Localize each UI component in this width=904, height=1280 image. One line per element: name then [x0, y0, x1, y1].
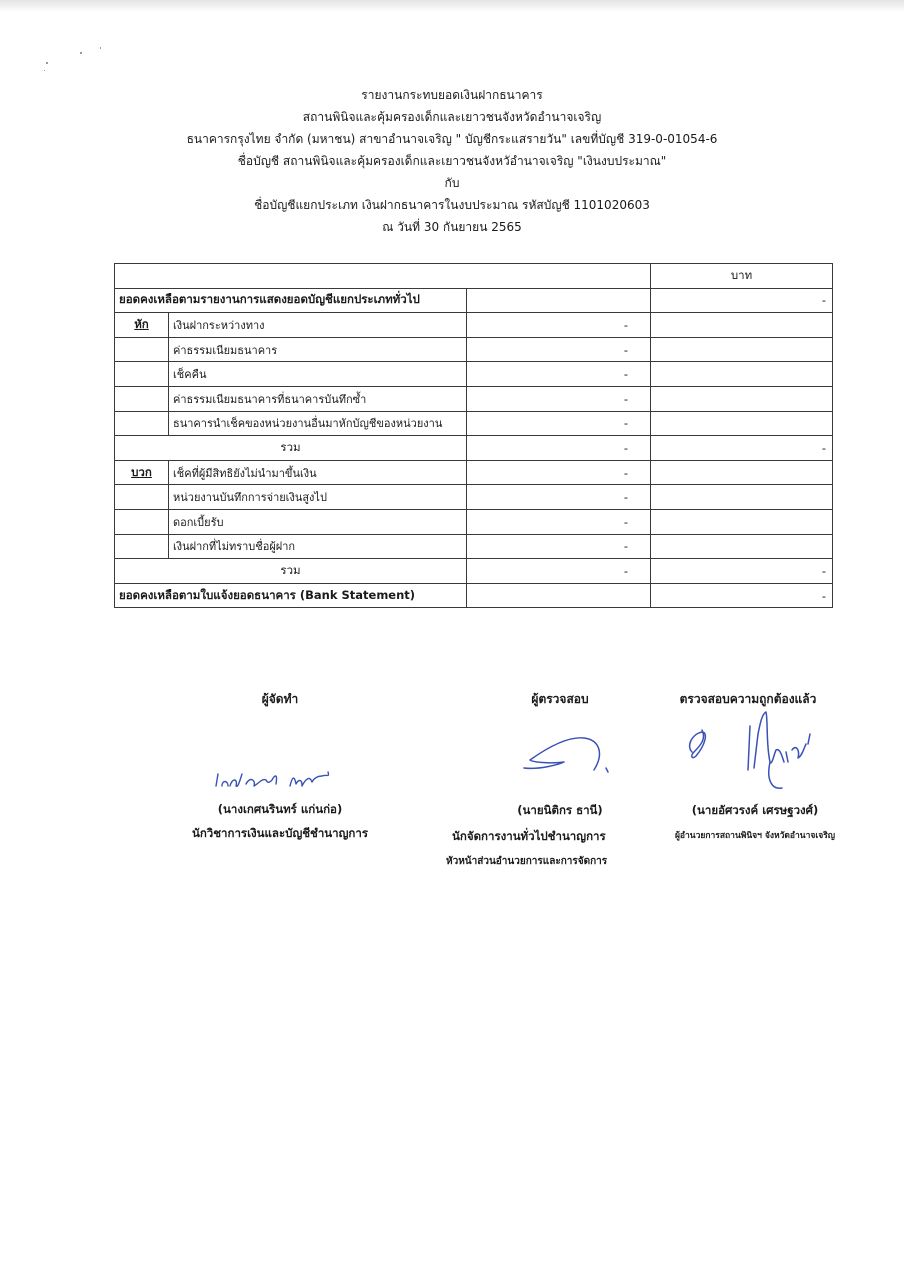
- table-row: [115, 362, 833, 387]
- account-name-line: ชื่อบัญชี สถานพินิจและคุ้มครองเด็กและเยาวชนจังหวัอำนาจเจริญ "เงินงบประมาณ": [237, 154, 667, 168]
- add-total-net: -: [651, 559, 833, 584]
- currency-header: บาท: [651, 264, 833, 289]
- approver-position: ผู้อำนวยการสถานพินิจฯ จังหวัดอำนาจเจริญ: [674, 831, 836, 841]
- opening-balance-label: ยอดคงเหลือตามรายงานการแสดงยอดบัญชีแยกประเภททั่วไป: [115, 288, 467, 313]
- reviewer-signature: [510, 728, 630, 778]
- preparer-name: (นางเกศนรินทร์ แก่นก่อ): [217, 802, 343, 816]
- line-item-label: ค่าธรรมเนียมธนาคาร: [169, 337, 467, 362]
- preparer-role: ผู้จัดทำ: [261, 692, 299, 706]
- preparer-block: [180, 690, 380, 709]
- scan-speck: [80, 52, 82, 54]
- line-item-amount: -: [467, 509, 651, 534]
- ledger-account-line: ชื่อบัญชีแยกประเภท เงินฝากธนาคารในงบประมาณ รหัสบัญชี 1101020603: [254, 198, 650, 212]
- reviewer-role: ผู้ตรวจสอบ: [531, 692, 589, 706]
- preparer-position: นักวิชาการเงินและบัญชีชำนาญการ: [191, 826, 369, 840]
- blank-cell: [651, 509, 833, 534]
- line-item-amount: -: [467, 534, 651, 559]
- closing-balance-row: [115, 583, 833, 608]
- scan-speck: [100, 47, 101, 49]
- blank-cell: [115, 362, 169, 387]
- line-item-label: ดอกเบี้ยรับ: [169, 509, 467, 534]
- with-line: กับ: [444, 176, 460, 190]
- reviewer-position-2: หัวหน้าส่วนอำนวยการและการจัดการ: [446, 856, 608, 867]
- scan-speck: [44, 70, 45, 71]
- add-total-label: รวม: [115, 559, 467, 584]
- table-row: [115, 460, 833, 485]
- deduct-label: หัก: [115, 313, 169, 338]
- line-item-amount: -: [467, 337, 651, 362]
- line-item-amount: -: [467, 362, 651, 387]
- opening-balance-row: [115, 288, 833, 313]
- blank-cell: [115, 509, 169, 534]
- opening-balance-amount: -: [651, 288, 833, 313]
- table-row: [115, 313, 833, 338]
- table-row: [115, 386, 833, 411]
- blank-cell: [651, 485, 833, 510]
- preparer-signature: [210, 758, 350, 798]
- line-item-label: ค่าธรรมเนียมธนาคารที่ธนาคารบันทึกซ้ำ: [169, 386, 467, 411]
- preparer-details: [160, 797, 400, 845]
- blank-cell: [115, 485, 169, 510]
- blank-cell: [115, 411, 169, 436]
- reviewer-name: (นายนิติกร ธานี): [517, 803, 603, 817]
- line-item-label: เงินฝากที่ไม่ทราบชื่อผู้ฝาก: [169, 534, 467, 559]
- line-item-amount: -: [467, 411, 651, 436]
- deduct-total-net: -: [651, 436, 833, 461]
- line-item-amount: -: [467, 460, 651, 485]
- report-header: [0, 84, 904, 238]
- scan-edge: [0, 0, 904, 12]
- opening-blank-cell: [467, 288, 651, 313]
- scan-speck: [46, 62, 48, 64]
- blank-cell: [651, 337, 833, 362]
- blank-cell: [651, 460, 833, 485]
- deduct-total-amount: -: [467, 436, 651, 461]
- header-blank-cell: [115, 264, 651, 289]
- closing-balance-amount: -: [651, 583, 833, 608]
- approver-signature: [662, 704, 842, 794]
- agency-name: สถานพินิจและคุ้มครองเด็กและเยาวชนจังหวัดอำนาจเจริญ: [302, 110, 602, 124]
- approver-details: [640, 797, 870, 849]
- table-row: [115, 411, 833, 436]
- approver-name: (นายอัศวรงค์ เศรษฐวงศ์): [691, 803, 819, 817]
- approver-role: ตรวจสอบความถูกต้องแล้ว: [679, 692, 817, 706]
- reviewer-block: [470, 690, 650, 709]
- line-item-label: เช็คที่ผู้มีสิทธิยังไม่นำมาขึ้นเงิน: [169, 460, 467, 485]
- add-total-amount: -: [467, 559, 651, 584]
- deduct-total-row: [115, 436, 833, 461]
- add-total-row: [115, 559, 833, 584]
- reconciliation-table: [114, 263, 833, 608]
- report-title: รายงานกระทบยอดเงินฝากธนาคาร: [361, 88, 543, 102]
- table-row: [115, 337, 833, 362]
- blank-cell: [115, 386, 169, 411]
- line-item-label: หน่วยงานบันทึกการจ่ายเงินสูงไป: [169, 485, 467, 510]
- deduct-total-label: รวม: [115, 436, 467, 461]
- blank-cell: [651, 313, 833, 338]
- reviewer-position: นักจัดการงานทั่วไปชำนาญการ: [452, 829, 606, 843]
- line-item-label: ธนาคารนำเช็คของหน่วยงานอื่นมาหักบัญชีของหน่วยงาน: [169, 411, 467, 436]
- closing-balance-label: ยอดคงเหลือตามใบแจ้งยอดธนาคาร (Bank Statement): [115, 583, 467, 608]
- blank-cell: [651, 362, 833, 387]
- line-item-amount: -: [467, 485, 651, 510]
- blank-cell: [115, 534, 169, 559]
- table-row: [115, 485, 833, 510]
- blank-cell: [115, 337, 169, 362]
- table-row: [115, 534, 833, 559]
- closing-blank-cell: [467, 583, 651, 608]
- report-date: ณ วันที่ 30 กันยายน 2565: [382, 220, 522, 234]
- table-header-row: [115, 264, 833, 289]
- line-item-amount: -: [467, 313, 651, 338]
- bank-account-line: ธนาคารกรุงไทย จำกัด (มหาชน) สาขาอำนาจเจริญ " บัญชีกระแสรายวัน" เลขที่บัญชี 319-0-01054-6: [186, 132, 718, 146]
- blank-cell: [651, 386, 833, 411]
- table-row: [115, 509, 833, 534]
- add-label: บวก: [115, 460, 169, 485]
- line-item-amount: -: [467, 386, 651, 411]
- line-item-label: เช็คคืน: [169, 362, 467, 387]
- blank-cell: [651, 534, 833, 559]
- line-item-label: เงินฝากระหว่างทาง: [169, 313, 467, 338]
- blank-cell: [651, 411, 833, 436]
